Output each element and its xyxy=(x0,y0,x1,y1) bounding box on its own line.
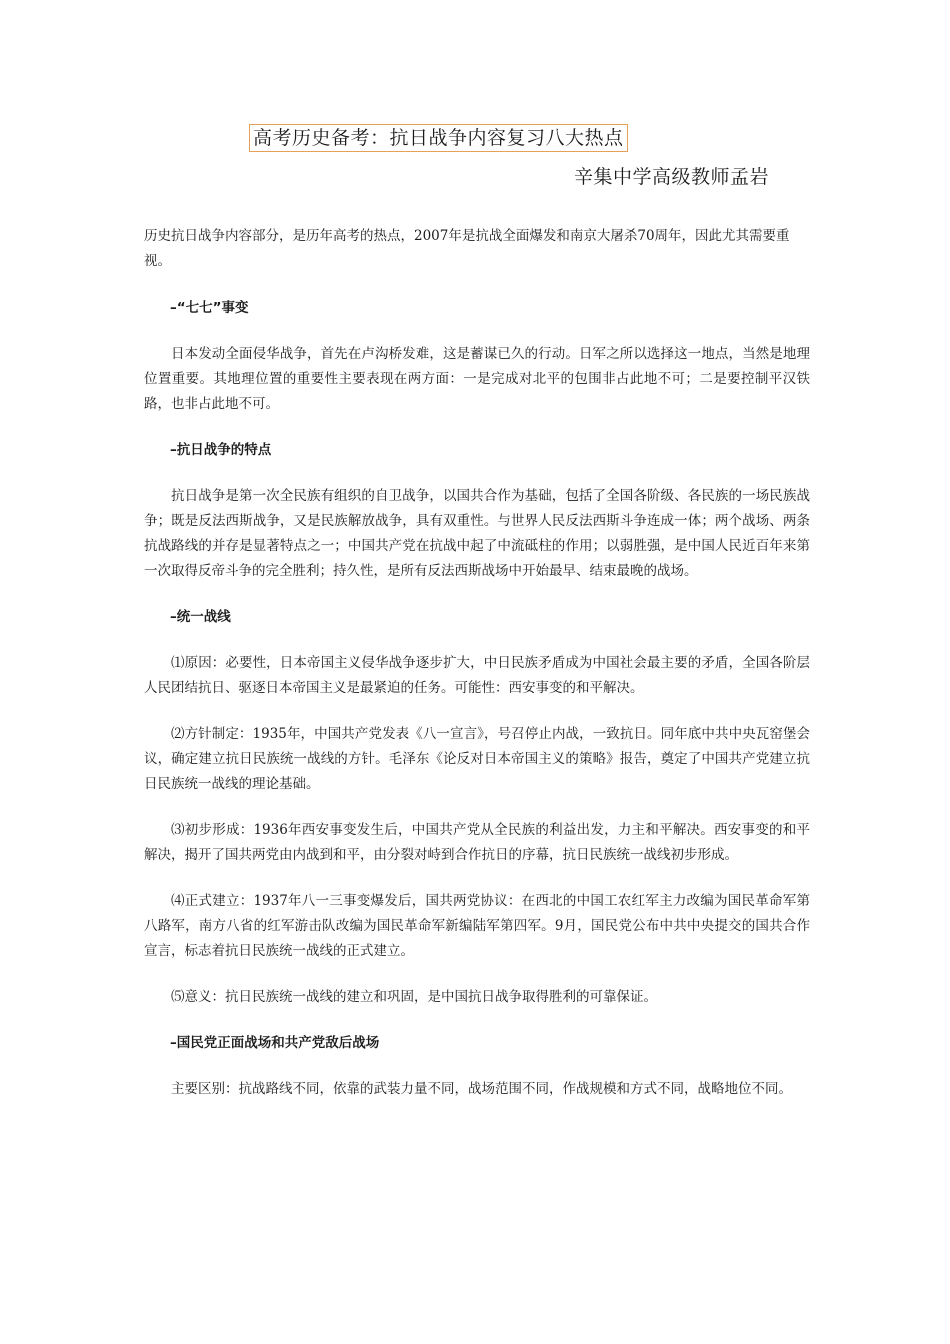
paragraph: ⑴原因：必要性，日本帝国主义侵华战争逐步扩大，中日民族矛盾成为中国社会最主要的矛盾，全国各阶层人民团结抗日、驱逐日本帝国主义是最紧迫的任务。可能性：西安事变的和平解决。 xyxy=(144,655,810,696)
section-heading-battlefields: –国民党正面战场和共产党敌后战场 xyxy=(170,1035,380,1051)
document-title: 高考历史备考：抗日战争内容复习八大热点 xyxy=(249,124,628,152)
document-author: 辛集中学高级教师孟岩 xyxy=(574,166,770,188)
document-body xyxy=(144,224,810,1123)
intro-paragraph: 历史抗日战争内容部分，是历年高考的热点，2007年是抗战全面爆发和南京大屠杀70周年，因此尤其需要重视。 xyxy=(144,228,790,269)
paragraph: 日本发动全面侵华战争，首先在卢沟桥发难，这是蓄谋已久的行动。日军之所以选择这一地点，当然是地理位置重要。其地理位置的重要性主要表现在两方面：一是完成对北平的包围非占此地不可；二是要控制平汉铁路，也非占此地不可。 xyxy=(144,346,810,412)
paragraph: ⑷正式建立：1937年八一三事变爆发后，国共两党协议：在西北的中国工农红军主力改编为国民革命军第八路军，南方八省的红军游击队改编为国民革命军新编陆军第四军。9月，国民党公布中共中央提交的国共合作宣言，标志着抗日民族统一战线的正式建立。 xyxy=(144,893,810,959)
paragraph: ⑸意义：抗日民族统一战线的建立和巩固，是中国抗日战争取得胜利的可靠保证。 xyxy=(171,989,657,1005)
section-heading-united-front: –统一战线 xyxy=(170,609,231,625)
paragraph: ⑶初步形成：1936年西安事变发生后，中国共产党从全民族的利益出发，力主和平解决。西安事变的和平解决，揭开了国共两党由内战到和平，由分裂对峙到合作抗日的序幕，抗日民族统一战线初步形成。 xyxy=(144,822,810,863)
section-heading-july-seventh-incident: –“七七”事变 xyxy=(170,300,249,316)
paragraph: 主要区别：抗战路线不同，依靠的武装力量不同，战场范围不同，作战规模和方式不同，战略地位不同。 xyxy=(171,1081,792,1097)
paragraph: 抗日战争是第一次全民族有组织的自卫战争，以国共合作为基础，包括了全国各阶级、各民族的一场民族战争；既是反法西斯战争，又是民族解放战争，具有双重性。与世界人民反法西斯斗争连成一体；两个战场、两条抗战路线的并存是显著特点之一；中国共产党在抗战中起了中流砥柱的作用；以弱胜强，是中国人民近百年来第一次取得反帝斗争的完全胜利；持久性，是所有反法西斯战场中开始最早、结束最晚的战场。 xyxy=(144,488,810,579)
section-heading-war-characteristics: –抗日战争的特点 xyxy=(170,442,272,458)
paragraph: ⑵方针制定：1935年，中国共产党发表《八一宣言》，号召停止内战，一致抗日。同年底中共中央瓦窑堡会议，确定建立抗日民族统一战线的方针。毛泽东《论反对日本帝国主义的策略》报告，奠定了中国共产党建立抗日民族统一战线的理论基础。 xyxy=(144,726,810,792)
